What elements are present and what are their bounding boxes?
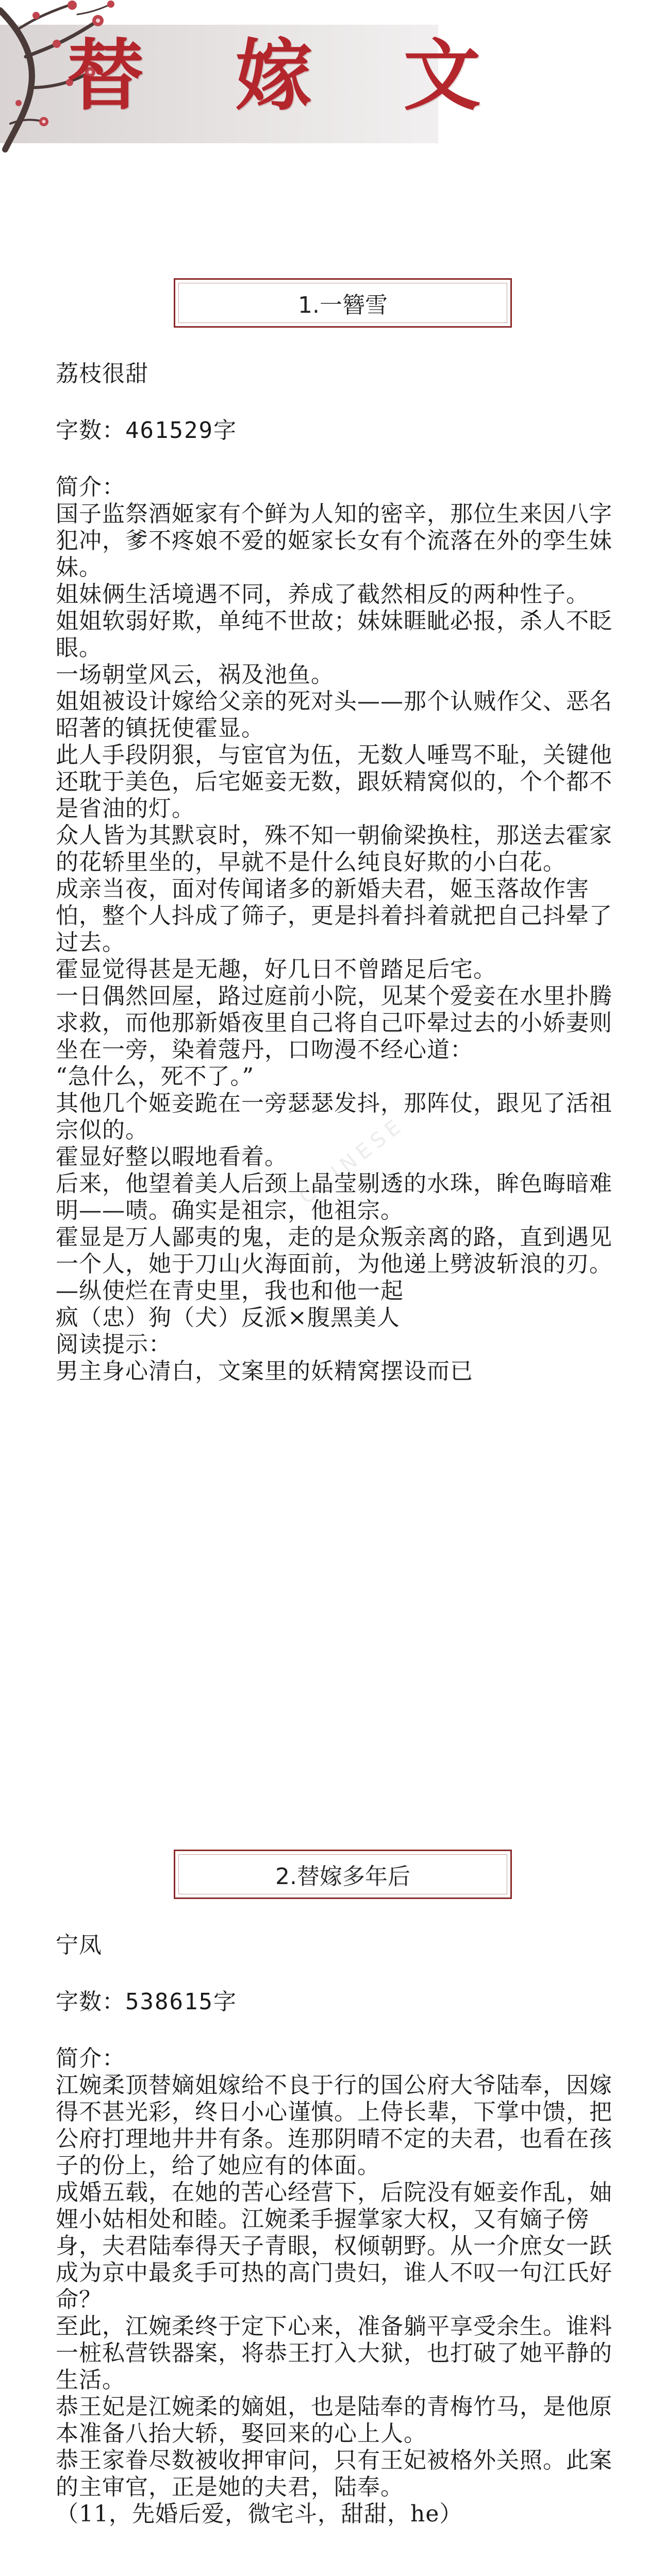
intro-paragraph: 疯（忠）狗（犬）反派×腹黑美人 xyxy=(56,1304,400,1331)
intro-paragraph: 男主身心清白，文案里的妖精窝摆设而已 xyxy=(56,1358,473,1384)
word-count-label: 字数： xyxy=(56,417,125,444)
intro-paragraph: “急什么，死不了。” xyxy=(56,1063,254,1090)
watermark: CHINESE xyxy=(294,1112,409,1209)
book-title: 1.一簪雪 xyxy=(298,292,388,318)
intro-paragraph: 姐妹俩生活境遇不同，养成了截然相反的两种性子。 xyxy=(56,581,589,607)
book-intro xyxy=(56,501,612,1385)
intro-paragraph: 阅读提示： xyxy=(56,1331,172,1358)
book-title-box xyxy=(174,1850,512,1899)
intro-paragraph: 姐姐被设计嫁给父亲的死对头——那个认贼作父、恶名昭著的镇抚使霍显。 xyxy=(56,688,612,741)
word-count-label: 字数： xyxy=(56,1989,125,2015)
word-count-value: 538615字 xyxy=(125,1989,237,2015)
intro-paragraph: 一日偶然回屋，路过庭前小院，见某个爱妾在水里扑腾求救，而他那新婚夜里自己将自己吓晕过去的小娇妻则坐在一旁，染着蔻丹，口吻漫不经心道： xyxy=(56,983,612,1063)
intro-paragraph: 霍显好整以暇地看着。 xyxy=(56,1144,288,1170)
book-word-count xyxy=(56,417,612,444)
word-count-value: 461529字 xyxy=(125,417,237,444)
intro-paragraph: 成亲当夜，面对传闻诸多的新婚夫君，姬玉落故作害怕，整个人抖成了筛子，更是抖着抖着就把自己抖晕了过去。 xyxy=(56,876,612,956)
intro-paragraph: 恭王妃是江婉柔的嫡姐，也是陆奉的青梅竹马，是他原本准备八抬大轿，娶回来的心上人。 xyxy=(56,2394,612,2447)
intro-paragraph: 霍显是万人鄙夷的鬼，走的是众叛亲离的路，直到遇见一个人，她于刀山火海面前，为他递上劈波斩浪的刃。 xyxy=(56,1224,612,1277)
page-title: 替 嫁 文 xyxy=(67,30,513,121)
intro-paragraph: 霍显觉得甚是无趣，好几日不曾踏足后宅。 xyxy=(56,956,496,982)
intro-paragraph: 众人皆为其默哀时，殊不知一朝偷梁换柱，那送去霍家的花轿里坐的，早就不是什么纯良好欺的小白花。 xyxy=(56,822,612,875)
page-header xyxy=(0,0,665,155)
intro-paragraph: —纵使烂在青史里，我也和他一起 xyxy=(56,1278,404,1304)
intro-paragraph: 至此，江婉柔终于定下心来，准备躺平享受余生。谁料一桩私营铁器案，将恭王打入大狱，也打破了她平静的生活。 xyxy=(56,2313,612,2393)
intro-paragraph: 此人手段阴狠，与宦官为伍，无数人唾骂不耻，关键他还耽于美色，后宅姬妾无数，跟妖精窝似的，个个都不是省油的灯。 xyxy=(56,742,612,822)
intro-paragraph: 国子监祭酒姬家有个鲜为人知的密辛，那位生来因八字犯冲，爹不疼娘不爱的姬家长女有个流落在外的孪生妹妹。 xyxy=(56,501,612,581)
intro-paragraph: 姐姐软弱好欺，单纯不世故；妹妹睚眦必报，杀人不眨眼。 xyxy=(56,608,612,661)
intro-label: 简介： xyxy=(56,474,125,500)
book-intro xyxy=(56,2072,612,2528)
book-author: 宁凤 xyxy=(56,1932,102,1958)
book-word-count xyxy=(56,1989,612,2015)
intro-paragraph: （11，先婚后爱，微宅斗，甜甜，he） xyxy=(56,2501,463,2527)
intro-label: 简介： xyxy=(56,2045,125,2072)
intro-paragraph: 其他几个姬妾跪在一旁瑟瑟发抖，那阵仗，跟见了活祖宗似的。 xyxy=(56,1090,612,1143)
intro-paragraph: 成婚五载，在她的苦心经营下，后院没有姬妾作乱，妯娌小姑相处和睦。江婉柔手握掌家大权，又有嫡子傍身，夫君陆奉得天子青眼，权倾朝野。从一介庶女一跃成为京中最炙手可热的高门贵妇，谁人不叹一句江氏好命？ xyxy=(56,2179,612,2313)
book-title: 2.替嫁多年后 xyxy=(275,1863,410,1890)
intro-paragraph: 江婉柔顶替嫡姐嫁给不良于行的国公府大爷陆奉，因嫁得不甚光彩，终日小心谨慎。上侍长辈，下掌中馈，把公府打理地井井有条。连那阴晴不定的夫君，也看在孩子的份上，给了她应有的体面。 xyxy=(56,2072,612,2179)
intro-paragraph: 一场朝堂风云，祸及池鱼。 xyxy=(56,662,334,688)
book-author: 荔枝很甜 xyxy=(56,361,148,387)
intro-paragraph: 后来，他望着美人后颈上晶莹剔透的水珠，眸色晦暗难明——啧。确实是祖宗，他祖宗。 xyxy=(56,1171,612,1224)
intro-paragraph: 恭王家眷尽数被收押审问，只有王妃被格外关照。此案的主审官，正是她的夫君，陆奉。 xyxy=(56,2447,612,2500)
book-title-box xyxy=(174,278,512,328)
